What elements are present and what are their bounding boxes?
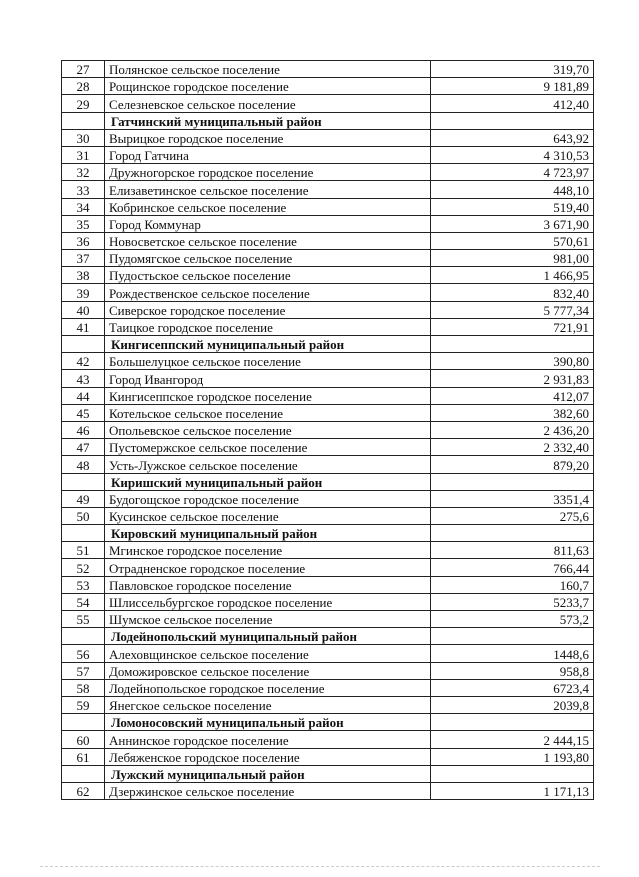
- value-cell: [431, 765, 594, 782]
- district-name: Лужский муниципальный район: [105, 765, 431, 782]
- table-row: [62, 576, 594, 593]
- row-number: 62: [62, 782, 105, 799]
- settlement-value: 4 723,97: [431, 164, 594, 181]
- table-row: [62, 284, 594, 301]
- settlement-name: Отрадненское городское поселение: [105, 559, 431, 576]
- row-number: 33: [62, 181, 105, 198]
- settlement-value: 570,61: [431, 232, 594, 249]
- settlement-name: Доможировское сельское поселение: [105, 662, 431, 679]
- table-row: [62, 164, 594, 181]
- row-number: 43: [62, 370, 105, 387]
- row-number-cell: [62, 112, 105, 129]
- table-body: [62, 61, 594, 800]
- row-number: 57: [62, 662, 105, 679]
- settlement-value: 811,63: [431, 542, 594, 559]
- settlement-name: Лодейнопольское городское поселение: [105, 679, 431, 696]
- table-row: [62, 456, 594, 473]
- table-row: [62, 645, 594, 662]
- row-number: 31: [62, 146, 105, 163]
- table-row: [62, 387, 594, 404]
- value-cell: [431, 336, 594, 353]
- row-number: 39: [62, 284, 105, 301]
- district-header-row: [62, 473, 594, 490]
- settlement-name: Новосветское сельское поселение: [105, 232, 431, 249]
- settlement-name: Полянское сельское поселение: [105, 61, 431, 78]
- row-number: 29: [62, 95, 105, 112]
- table-row: [62, 748, 594, 765]
- row-number: 34: [62, 198, 105, 215]
- row-number-cell: [62, 765, 105, 782]
- settlement-name: Кобринское сельское поселение: [105, 198, 431, 215]
- value-cell: [431, 628, 594, 645]
- table-row: [62, 542, 594, 559]
- district-header-row: [62, 525, 594, 542]
- settlement-value: 766,44: [431, 559, 594, 576]
- district-header-row: [62, 765, 594, 782]
- table-row: [62, 146, 594, 163]
- row-number: 51: [62, 542, 105, 559]
- table-row: [62, 611, 594, 628]
- row-number: 28: [62, 78, 105, 95]
- settlement-value: 4 310,53: [431, 146, 594, 163]
- settlement-name: Шлиссельбургское городское поселение: [105, 593, 431, 610]
- settlement-name: Город Гатчина: [105, 146, 431, 163]
- district-name: Киришский муниципальный район: [105, 473, 431, 490]
- district-name: Гатчинский муниципальный район: [105, 112, 431, 129]
- settlement-value: 1 171,13: [431, 782, 594, 799]
- row-number: 30: [62, 129, 105, 146]
- table-row: [62, 370, 594, 387]
- table-row: [62, 198, 594, 215]
- row-number: 55: [62, 611, 105, 628]
- settlement-value: 9 181,89: [431, 78, 594, 95]
- settlement-name: Будогощское городское поселение: [105, 490, 431, 507]
- table-row: [62, 662, 594, 679]
- row-number-cell: [62, 336, 105, 353]
- table-row: [62, 78, 594, 95]
- table-row: [62, 490, 594, 507]
- table-row: [62, 559, 594, 576]
- settlement-name: Алеховщинское сельское поселение: [105, 645, 431, 662]
- settlement-value: 879,20: [431, 456, 594, 473]
- district-header-row: [62, 112, 594, 129]
- settlement-value: 448,10: [431, 181, 594, 198]
- row-number-cell: [62, 628, 105, 645]
- settlement-value: 3351,4: [431, 490, 594, 507]
- district-header-row: [62, 714, 594, 731]
- row-number: 32: [62, 164, 105, 181]
- table-row: [62, 61, 594, 78]
- settlement-name: Янегское сельское поселение: [105, 696, 431, 713]
- settlement-name: Кусинское сельское поселение: [105, 507, 431, 524]
- table-row: [62, 181, 594, 198]
- district-header-row: [62, 628, 594, 645]
- settlement-value: 958,8: [431, 662, 594, 679]
- row-number: 54: [62, 593, 105, 610]
- table-row: [62, 129, 594, 146]
- table-row: [62, 215, 594, 232]
- value-cell: [431, 525, 594, 542]
- settlement-value: 981,00: [431, 250, 594, 267]
- table-row: [62, 731, 594, 748]
- settlement-name: Елизаветинское сельское поселение: [105, 181, 431, 198]
- row-number: 58: [62, 679, 105, 696]
- table-row: [62, 679, 594, 696]
- district-name: Кингисеппский муниципальный район: [105, 336, 431, 353]
- settlement-value: 832,40: [431, 284, 594, 301]
- settlement-value: 2 444,15: [431, 731, 594, 748]
- settlement-name: Рождественское сельское поселение: [105, 284, 431, 301]
- settlement-value: 412,07: [431, 387, 594, 404]
- settlement-value: 412,40: [431, 95, 594, 112]
- settlement-name: Таицкое городское поселение: [105, 318, 431, 335]
- settlement-name: Город Коммунар: [105, 215, 431, 232]
- table-row: [62, 696, 594, 713]
- settlement-value: 2 332,40: [431, 439, 594, 456]
- table-row: [62, 439, 594, 456]
- settlement-name: Лебяженское городское поселение: [105, 748, 431, 765]
- row-number: 36: [62, 232, 105, 249]
- settlement-name: Кингисеппское городское поселение: [105, 387, 431, 404]
- row-number: 56: [62, 645, 105, 662]
- settlement-name: Пудостьское сельское поселение: [105, 267, 431, 284]
- value-cell: [431, 112, 594, 129]
- settlement-value: 1 193,80: [431, 748, 594, 765]
- settlement-name: Вырицкое городское поселение: [105, 129, 431, 146]
- settlement-name: Дзержинское сельское поселение: [105, 782, 431, 799]
- row-number: 48: [62, 456, 105, 473]
- row-number: 37: [62, 250, 105, 267]
- row-number-cell: [62, 714, 105, 731]
- table-row: [62, 507, 594, 524]
- settlement-name: Котельское сельское поселение: [105, 404, 431, 421]
- row-number-cell: [62, 473, 105, 490]
- settlement-name: Сиверское городское поселение: [105, 301, 431, 318]
- settlement-value: 5233,7: [431, 593, 594, 610]
- table-row: [62, 267, 594, 284]
- settlement-name: Усть-Лужское сельское поселение: [105, 456, 431, 473]
- settlement-value: 573,2: [431, 611, 594, 628]
- settlement-name: Мгинское городское поселение: [105, 542, 431, 559]
- settlement-name: Большелуцкое сельское поселение: [105, 353, 431, 370]
- table-row: [62, 95, 594, 112]
- table-row: [62, 250, 594, 267]
- row-number: 40: [62, 301, 105, 318]
- row-number: 46: [62, 421, 105, 438]
- row-number: 59: [62, 696, 105, 713]
- settlement-value: 519,40: [431, 198, 594, 215]
- settlement-name: Опольевское сельское поселение: [105, 421, 431, 438]
- value-cell: [431, 714, 594, 731]
- row-number: 50: [62, 507, 105, 524]
- settlement-name: Рощинское городское поселение: [105, 78, 431, 95]
- table-row: [62, 782, 594, 799]
- settlement-name: Пудомягское сельское поселение: [105, 250, 431, 267]
- row-number: 41: [62, 318, 105, 335]
- table-row: [62, 404, 594, 421]
- district-header-row: [62, 336, 594, 353]
- settlement-value: 382,60: [431, 404, 594, 421]
- row-number-cell: [62, 525, 105, 542]
- settlement-name: Селезневское сельское поселение: [105, 95, 431, 112]
- settlement-name: Шумское сельское поселение: [105, 611, 431, 628]
- scan-edge-line: [40, 866, 600, 868]
- settlement-value: 275,6: [431, 507, 594, 524]
- settlement-value: 3 671,90: [431, 215, 594, 232]
- district-name: Кировский муниципальный район: [105, 525, 431, 542]
- settlements-table: [61, 60, 594, 800]
- row-number: 60: [62, 731, 105, 748]
- settlement-name: Пустомержское сельское поселение: [105, 439, 431, 456]
- table-row: [62, 318, 594, 335]
- district-name: Лодейнопольский муниципальный район: [105, 628, 431, 645]
- table-row: [62, 301, 594, 318]
- table-row: [62, 232, 594, 249]
- settlement-value: 721,91: [431, 318, 594, 335]
- settlement-name: Дружногорское городское поселение: [105, 164, 431, 181]
- settlement-value: 6723,4: [431, 679, 594, 696]
- row-number: 52: [62, 559, 105, 576]
- settlement-value: 160,7: [431, 576, 594, 593]
- value-cell: [431, 473, 594, 490]
- settlement-value: 5 777,34: [431, 301, 594, 318]
- row-number: 45: [62, 404, 105, 421]
- row-number: 27: [62, 61, 105, 78]
- settlement-value: 390,80: [431, 353, 594, 370]
- table-row: [62, 353, 594, 370]
- settlement-name: Город Ивангород: [105, 370, 431, 387]
- row-number: 61: [62, 748, 105, 765]
- row-number: 49: [62, 490, 105, 507]
- settlement-value: 2 436,20: [431, 421, 594, 438]
- table-row: [62, 421, 594, 438]
- settlement-value: 1 466,95: [431, 267, 594, 284]
- settlement-value: 319,70: [431, 61, 594, 78]
- row-number: 42: [62, 353, 105, 370]
- row-number: 44: [62, 387, 105, 404]
- settlement-value: 643,92: [431, 129, 594, 146]
- row-number: 38: [62, 267, 105, 284]
- settlement-value: 1448,6: [431, 645, 594, 662]
- settlement-value: 2 931,83: [431, 370, 594, 387]
- table-row: [62, 593, 594, 610]
- row-number: 35: [62, 215, 105, 232]
- row-number: 53: [62, 576, 105, 593]
- settlement-name: Павловское городское поселение: [105, 576, 431, 593]
- settlement-name: Аннинское городское поселение: [105, 731, 431, 748]
- settlement-value: 2039,8: [431, 696, 594, 713]
- row-number: 47: [62, 439, 105, 456]
- district-name: Ломоносовский муниципальный район: [105, 714, 431, 731]
